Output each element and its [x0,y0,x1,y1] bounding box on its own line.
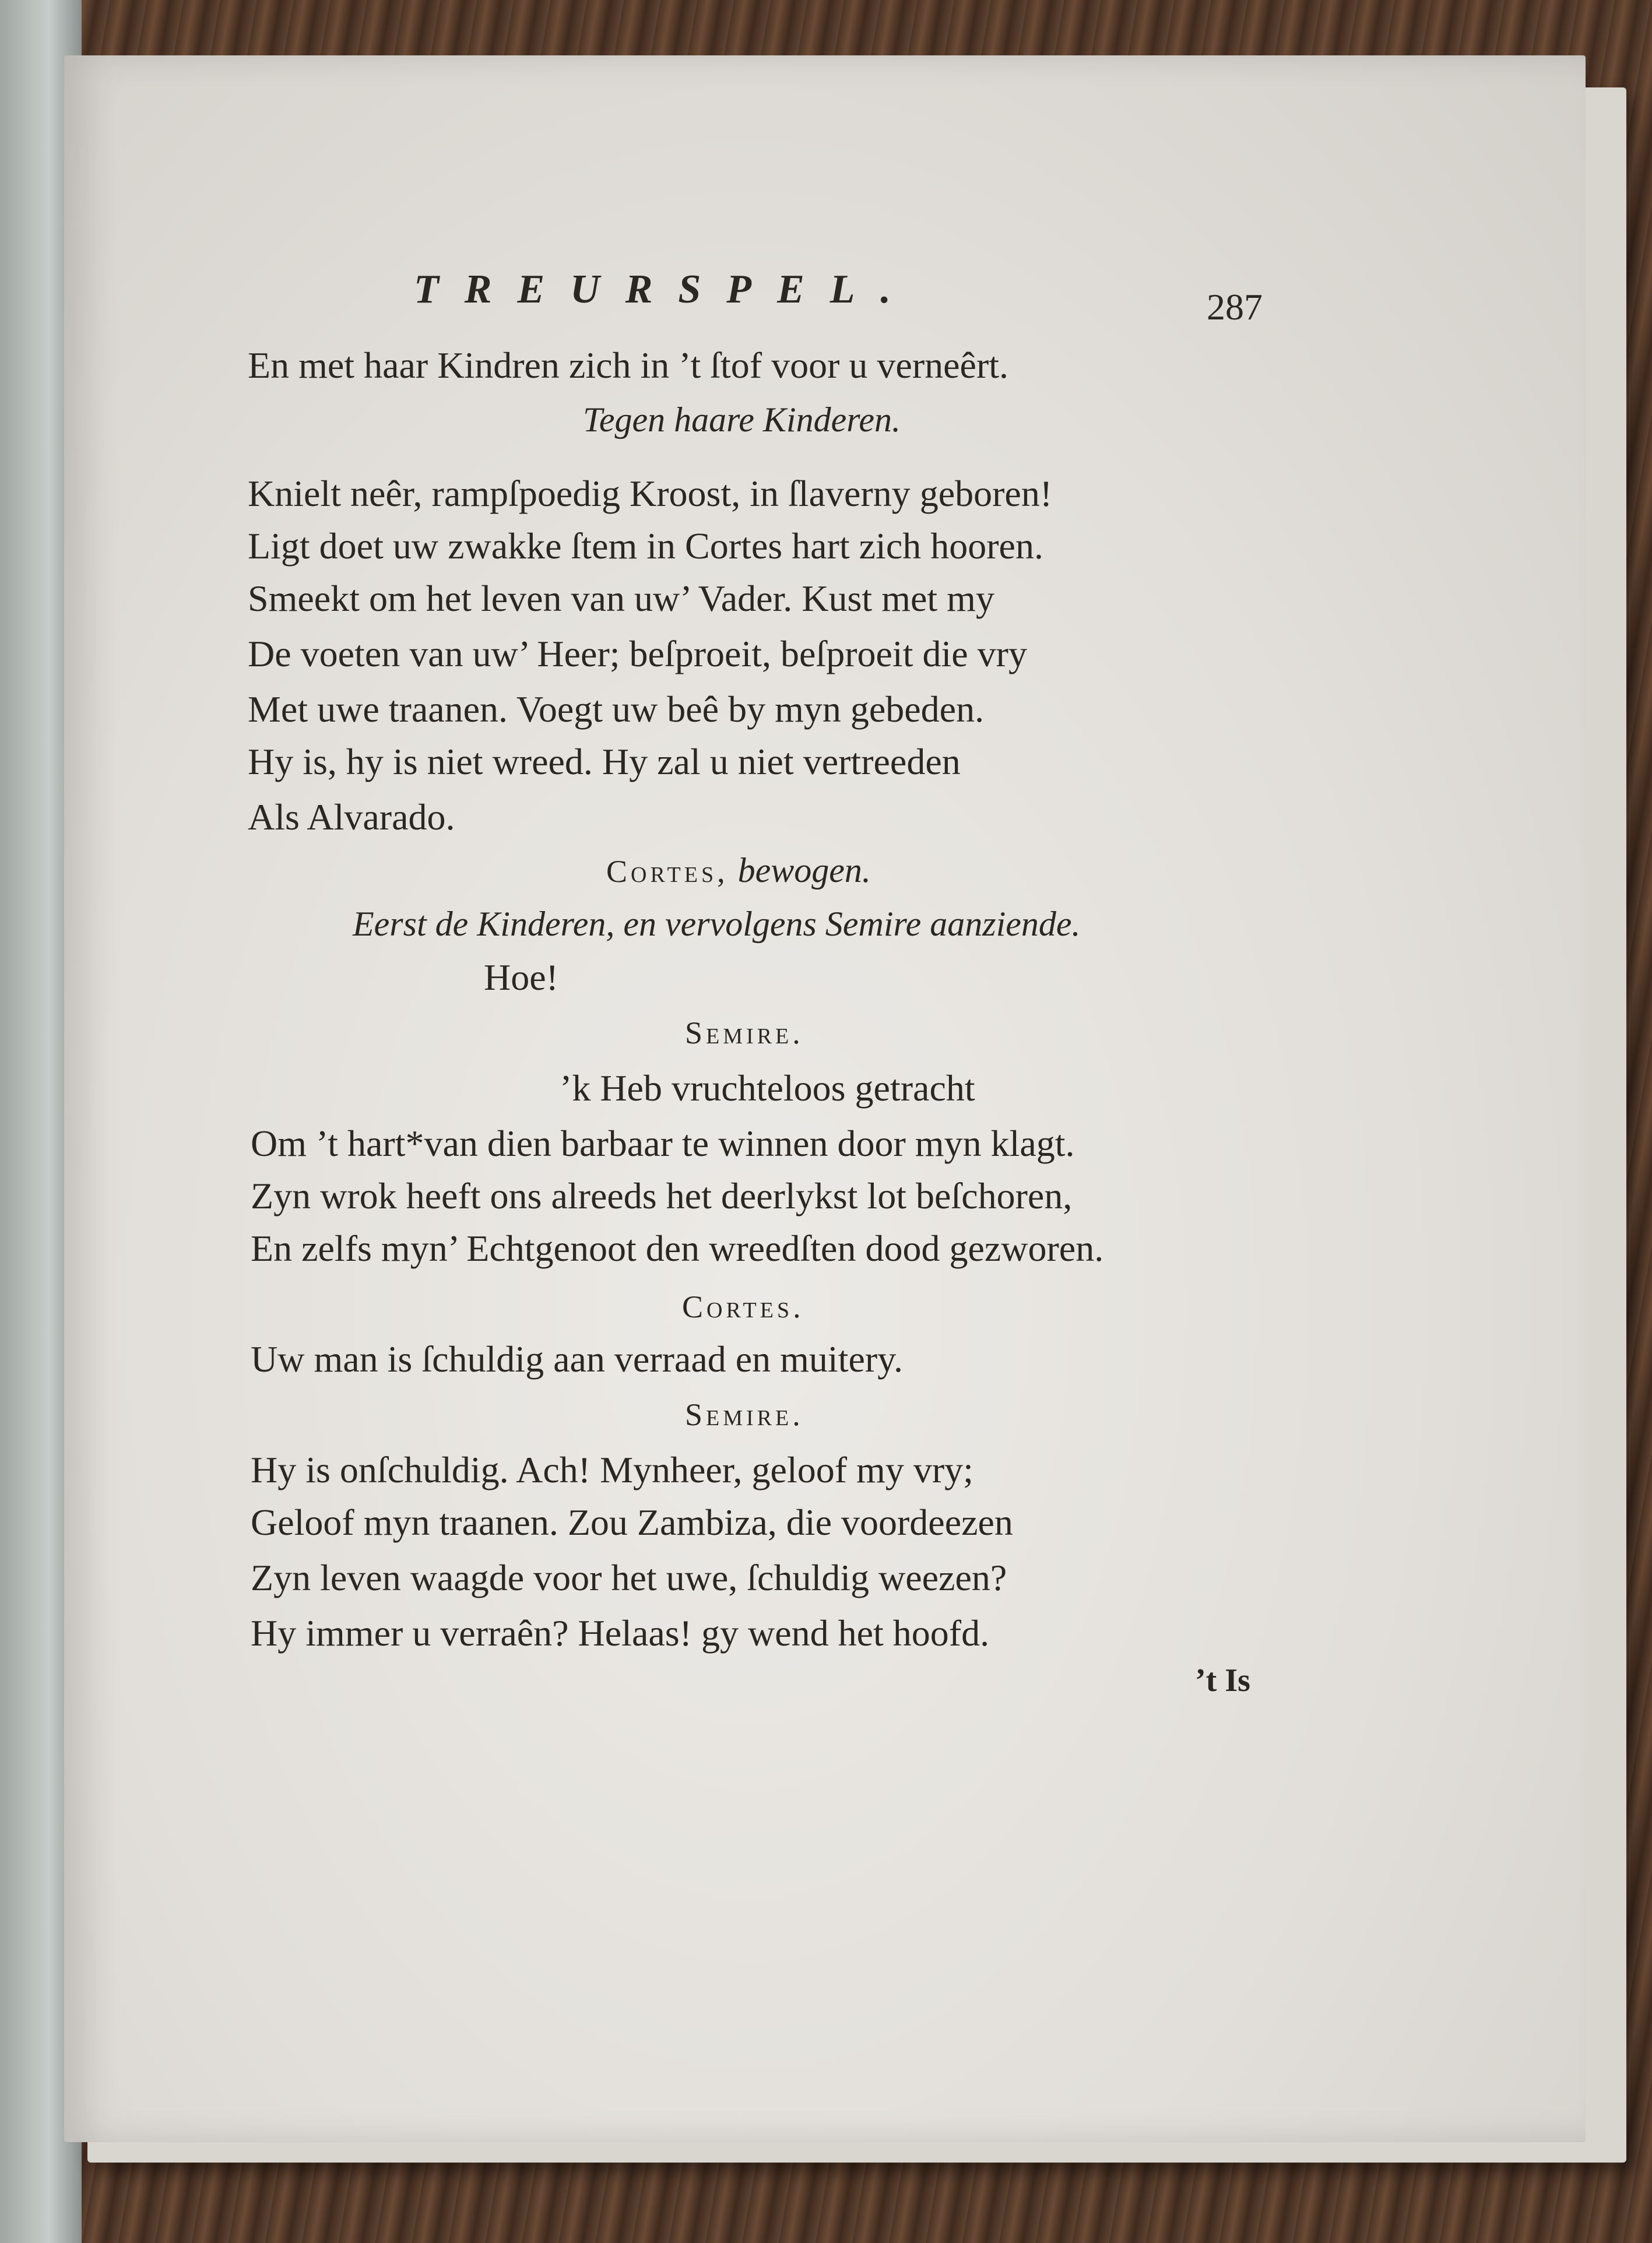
verse-line: Geloof myn traanen. Zou Zambiza, die voordeezen [251,1502,1013,1543]
verse-line: Hy is, hy is niet wreed. Hy zal u niet vertreeden [248,741,961,782]
verse-line: Hy is onſchuldig. Ach! Mynheer, geloof my vry; [251,1449,973,1490]
verse-line: Uw man is ſchuldig aan verraad en muitery. [251,1338,904,1380]
verse-line: Hoe! [484,957,558,998]
speaker-cortes [606,851,871,888]
stage-direction: Eerst de Kinderen, en vervolgens Semire aanziende. [353,905,1081,943]
stage-direction: Tegen haare Kinderen. [583,400,901,439]
speaker-semire: Semire. [685,1015,804,1050]
verse-line: Knielt neêr, rampſpoedig Kroost, in ſlaverny geboren! [248,473,1053,514]
running-head: TREURSPEL. [414,267,917,312]
page-number: 287 [1207,286,1263,328]
catchword: ’t Is [1195,1662,1250,1699]
verse-line: Hy immer u verraên? Helaas! gy wend het hoofd. [251,1612,990,1654]
verse-line: Als Alvarado. [248,796,455,838]
stage-direction: bewogen. [737,851,871,890]
verse-line: En met haar Kindren zich in ’t ſtof voor u verneêrt. [248,344,1009,386]
verse-line: En zelfs myn’ Echtgenoot den wreedſten dood gezworen. [251,1228,1104,1269]
speaker-name: Cortes, [606,854,729,889]
verse-line: Om ’t hart*van dien barbaar te winnen door myn klagt. [251,1123,1075,1164]
speaker-cortes: Cortes. [682,1289,804,1324]
verse-line: ’k Heb vruchteloos getracht [560,1067,975,1109]
verse-line: Zyn leven waagde voor het uwe, ſchuldig weezen? [251,1557,1007,1598]
verse-line: Ligt doet uw zwakke ſtem in Cortes hart zich hooren. [248,525,1043,567]
speaker-semire: Semire. [685,1397,804,1432]
verse-line: De voeten van uw’ Heer; beſproeit, beſproeit die vry [248,633,1027,674]
verse-line: Smeekt om het leven van uw’ Vader. Kust met my [248,578,994,619]
verse-line: Zyn wrok heeft ons alreeds het deerlykst lot beſchoren, [251,1175,1073,1217]
verse-line: Met uwe traanen. Voegt uw beê by myn gebeden. [248,688,985,730]
